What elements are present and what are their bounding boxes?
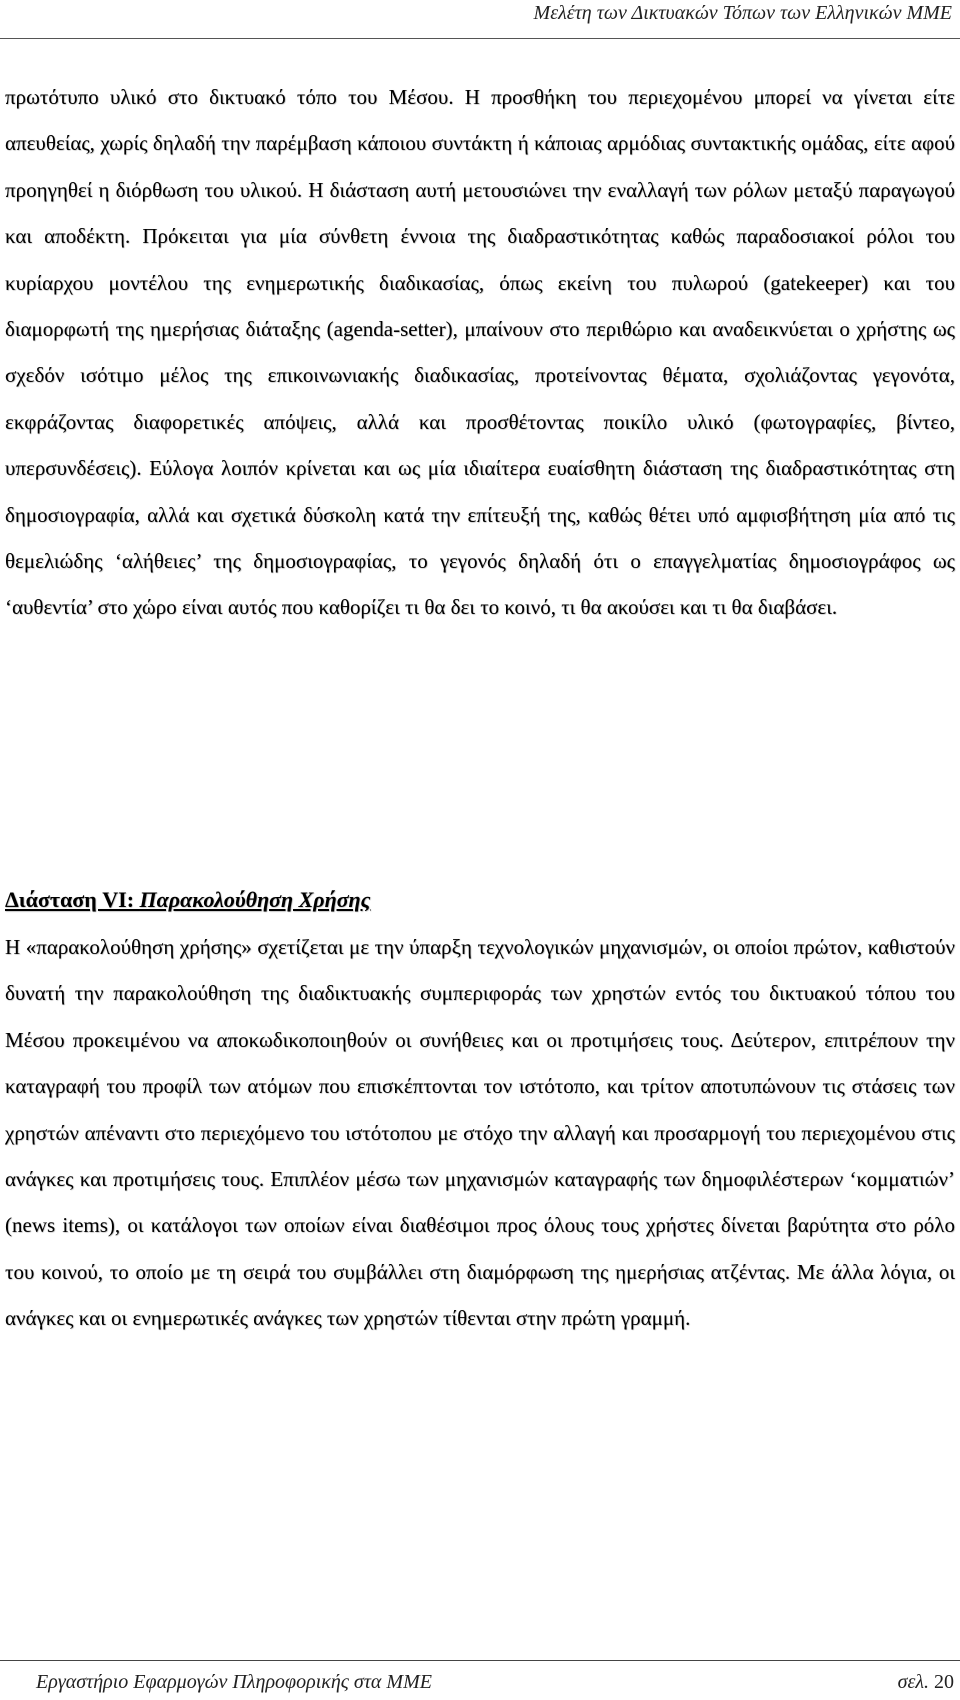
page-number: 20 bbox=[934, 1671, 954, 1693]
body-paragraph-2: Η «παρακολούθηση χρήσης» σχετίζεται με την ύπαρξη τεχνολογικών μηχανισμών, οι οποίοι πρώτον, καθιστούν δυνατή την παρακολούθηση της διαδικτυακής συμπεριφοράς των χρηστών εντός του δικτυακού τόπου του Μέσου προκειμένου να αποκωδικοποιηθούν οι συνήθειες και οι προτιμήσεις τους. Δεύτερον, επιτρέπουν την καταγραφή του προφίλ των ατόμων που επισκέπτονται τον ιστότοπο, και τρίτον αποτυπώνουν τις στάσεις των χρηστών απέναντι στο περιεχόμενο του ιστότοπου με στόχο την αλλαγή και προσαρμογή του περιεχομένου στις ανάγκες και προτιμήσεις τους. Επιπλέον μέσω των μηχανισμών καταγραφής των δημοφιλέστερων ‘κομματιών’ (news items), οι κατάλογοι των οποίων είναι διαθέσιμοι προς όλους τους χρήστες δίνεται βαρύτητα στο ρόλο του κοινού, το οποίο με τη σειρά του συμβάλλει στη διαμόρφωση της ημερήσιας ατζέντας. Με άλλα λόγια, οι ανάγκες και οι ενημερωτικές ανάγκες των χρηστών τίθενται στην πρώτη γραμμή. bbox=[5, 935, 955, 1331]
page-label: σελ. bbox=[897, 1671, 929, 1693]
running-header: Μελέτη των Δικτυακών Τόπων των Ελληνικών ΜΜΕ bbox=[533, 2, 952, 24]
footer-lab-name: Εργαστήριο Εφαρμογών Πληροφορικής στα ΜΜΕ bbox=[36, 1671, 432, 1693]
section-heading-label: Διάσταση VI: bbox=[5, 887, 140, 912]
body-paragraph-1: πρωτότυπο υλικό στο δικτυακό τόπο του Μέσου. Η προσθήκη του περιεχομένου μπορεί να γίνεται είτε απευθείας, χωρίς δηλαδή την παρέμβαση κάποιου συντάκτη ή κάποιας αρμόδιας συντακτικής ομάδας, είτε αφού προηγηθεί η διόρθωση του υλικού. Η διάσταση αυτή μετουσιώνει την εναλλαγή των ρόλων μεταξύ παραγωγού και αποδέκτη. Πρόκειται για μία σύνθετη έννοια της διαδραστικότητας καθώς παραδοσιακοί ρόλοι του κυρίαρχου μοντέλου της ενημερωτικής διαδικασίας, όπως εκείνη του πυλωρού (gatekeeper) και του διαμορφωτή της ημερήσιας διάταξης (agenda-setter), μπαίνουν στο περιθώριο και αναδεικνύεται ο χρήστης ως σχεδόν ισότιμο μέλος της επικοινωνιακής διαδικασίας, προτείνοντας θέματα, σχολιάζοντας γεγονότα, εκφράζοντας διαφορετικές απόψεις, αλλά και προσθέτοντας ποικίλο υλικό (φωτογραφίες, βίντεο, υπερσυνδέσεις). Εύλογα λοιπόν κρίνεται και ως μία ιδιαίτερα ευαίσθητη διάσταση της διαδραστικότητας στη δημοσιογραφία, αλλά και σχετικά δύσκολη κατά την επίτευξή της, καθώς θέτει υπό αμφισβήτηση μία από τις θεμελιώδης ‘αλήθειες’ της δημοσιογραφίας, το γεγονός δηλαδή ότι ο επαγγελματίας δημοσιογράφος ως ‘αυθεντία’ στο χώρο είναι αυτός που καθορίζει τι θα δει το κοινό, τι θα ακούσει και τι θα διαβάσει. bbox=[5, 85, 955, 620]
footer-page-number bbox=[898, 1671, 954, 1694]
section-heading bbox=[5, 886, 370, 914]
footer-rule bbox=[0, 1660, 960, 1661]
header-rule bbox=[0, 38, 960, 39]
section-heading-title: Παρακολούθηση Χρήσης bbox=[139, 887, 371, 912]
